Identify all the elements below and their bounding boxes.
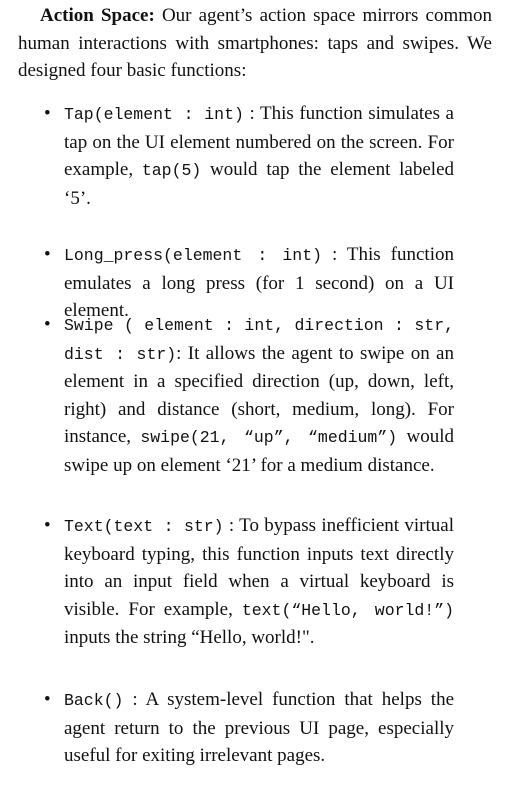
bullet: • xyxy=(44,689,51,710)
list-item-back xyxy=(44,686,454,770)
function-description: : This function simulates a tap on the UI element numbered on the screen. For example, xyxy=(64,103,454,180)
function-signature: Back() xyxy=(64,691,124,710)
function-signature: Text(text : str) xyxy=(64,517,224,536)
function-description: : To bypass inefficient virtual keyboard typing, this function inputs text directly into an input field when a virtual keyboard is visible. For example, xyxy=(64,515,454,620)
function-description-end: inputs the string “Hello, world!". xyxy=(64,627,315,648)
bullet: • xyxy=(44,314,51,335)
function-description: : This function emulates a long press (for 1 second) on a UI element. xyxy=(64,244,454,321)
function-description-end: would tap the element labeled ‘5’. xyxy=(64,159,455,209)
function-description: : A system-level function that helps the agent return to the previous UI page, especially useful for exiting irrelevant pages. xyxy=(64,689,454,766)
bullet: • xyxy=(44,244,51,265)
function-description-end: would swipe up on element ‘21’ for a medium distance. xyxy=(64,426,454,476)
function-signature: Long_press(element : int) xyxy=(64,246,323,265)
intro-heading: Action Space: xyxy=(40,5,155,26)
function-signature: Swipe ( element : int, direction : str, dist : str) xyxy=(64,316,454,364)
list-item-swipe xyxy=(44,311,454,479)
intro-text: Our agent’s action space mirrors common human interactions with smartphones: taps and swipes. We designed four basic functions: xyxy=(18,5,493,81)
function-description: : It allows the agent to swipe on an element in a specified direction (up, down, left, right) and distance (short, medium, long). For instance, xyxy=(64,342,454,447)
list-item-text xyxy=(44,512,455,652)
code-example: text(“Hello, world!”) xyxy=(241,600,455,620)
code-example: tap(5) xyxy=(141,161,202,180)
code-example: swipe(21, “up”, “medium”) xyxy=(140,428,398,447)
list-item-tap xyxy=(44,100,455,212)
bullet: • xyxy=(44,515,51,536)
function-signature: Tap(element : int) xyxy=(64,105,244,124)
bullet: • xyxy=(44,103,51,124)
intro-paragraph xyxy=(18,2,492,85)
